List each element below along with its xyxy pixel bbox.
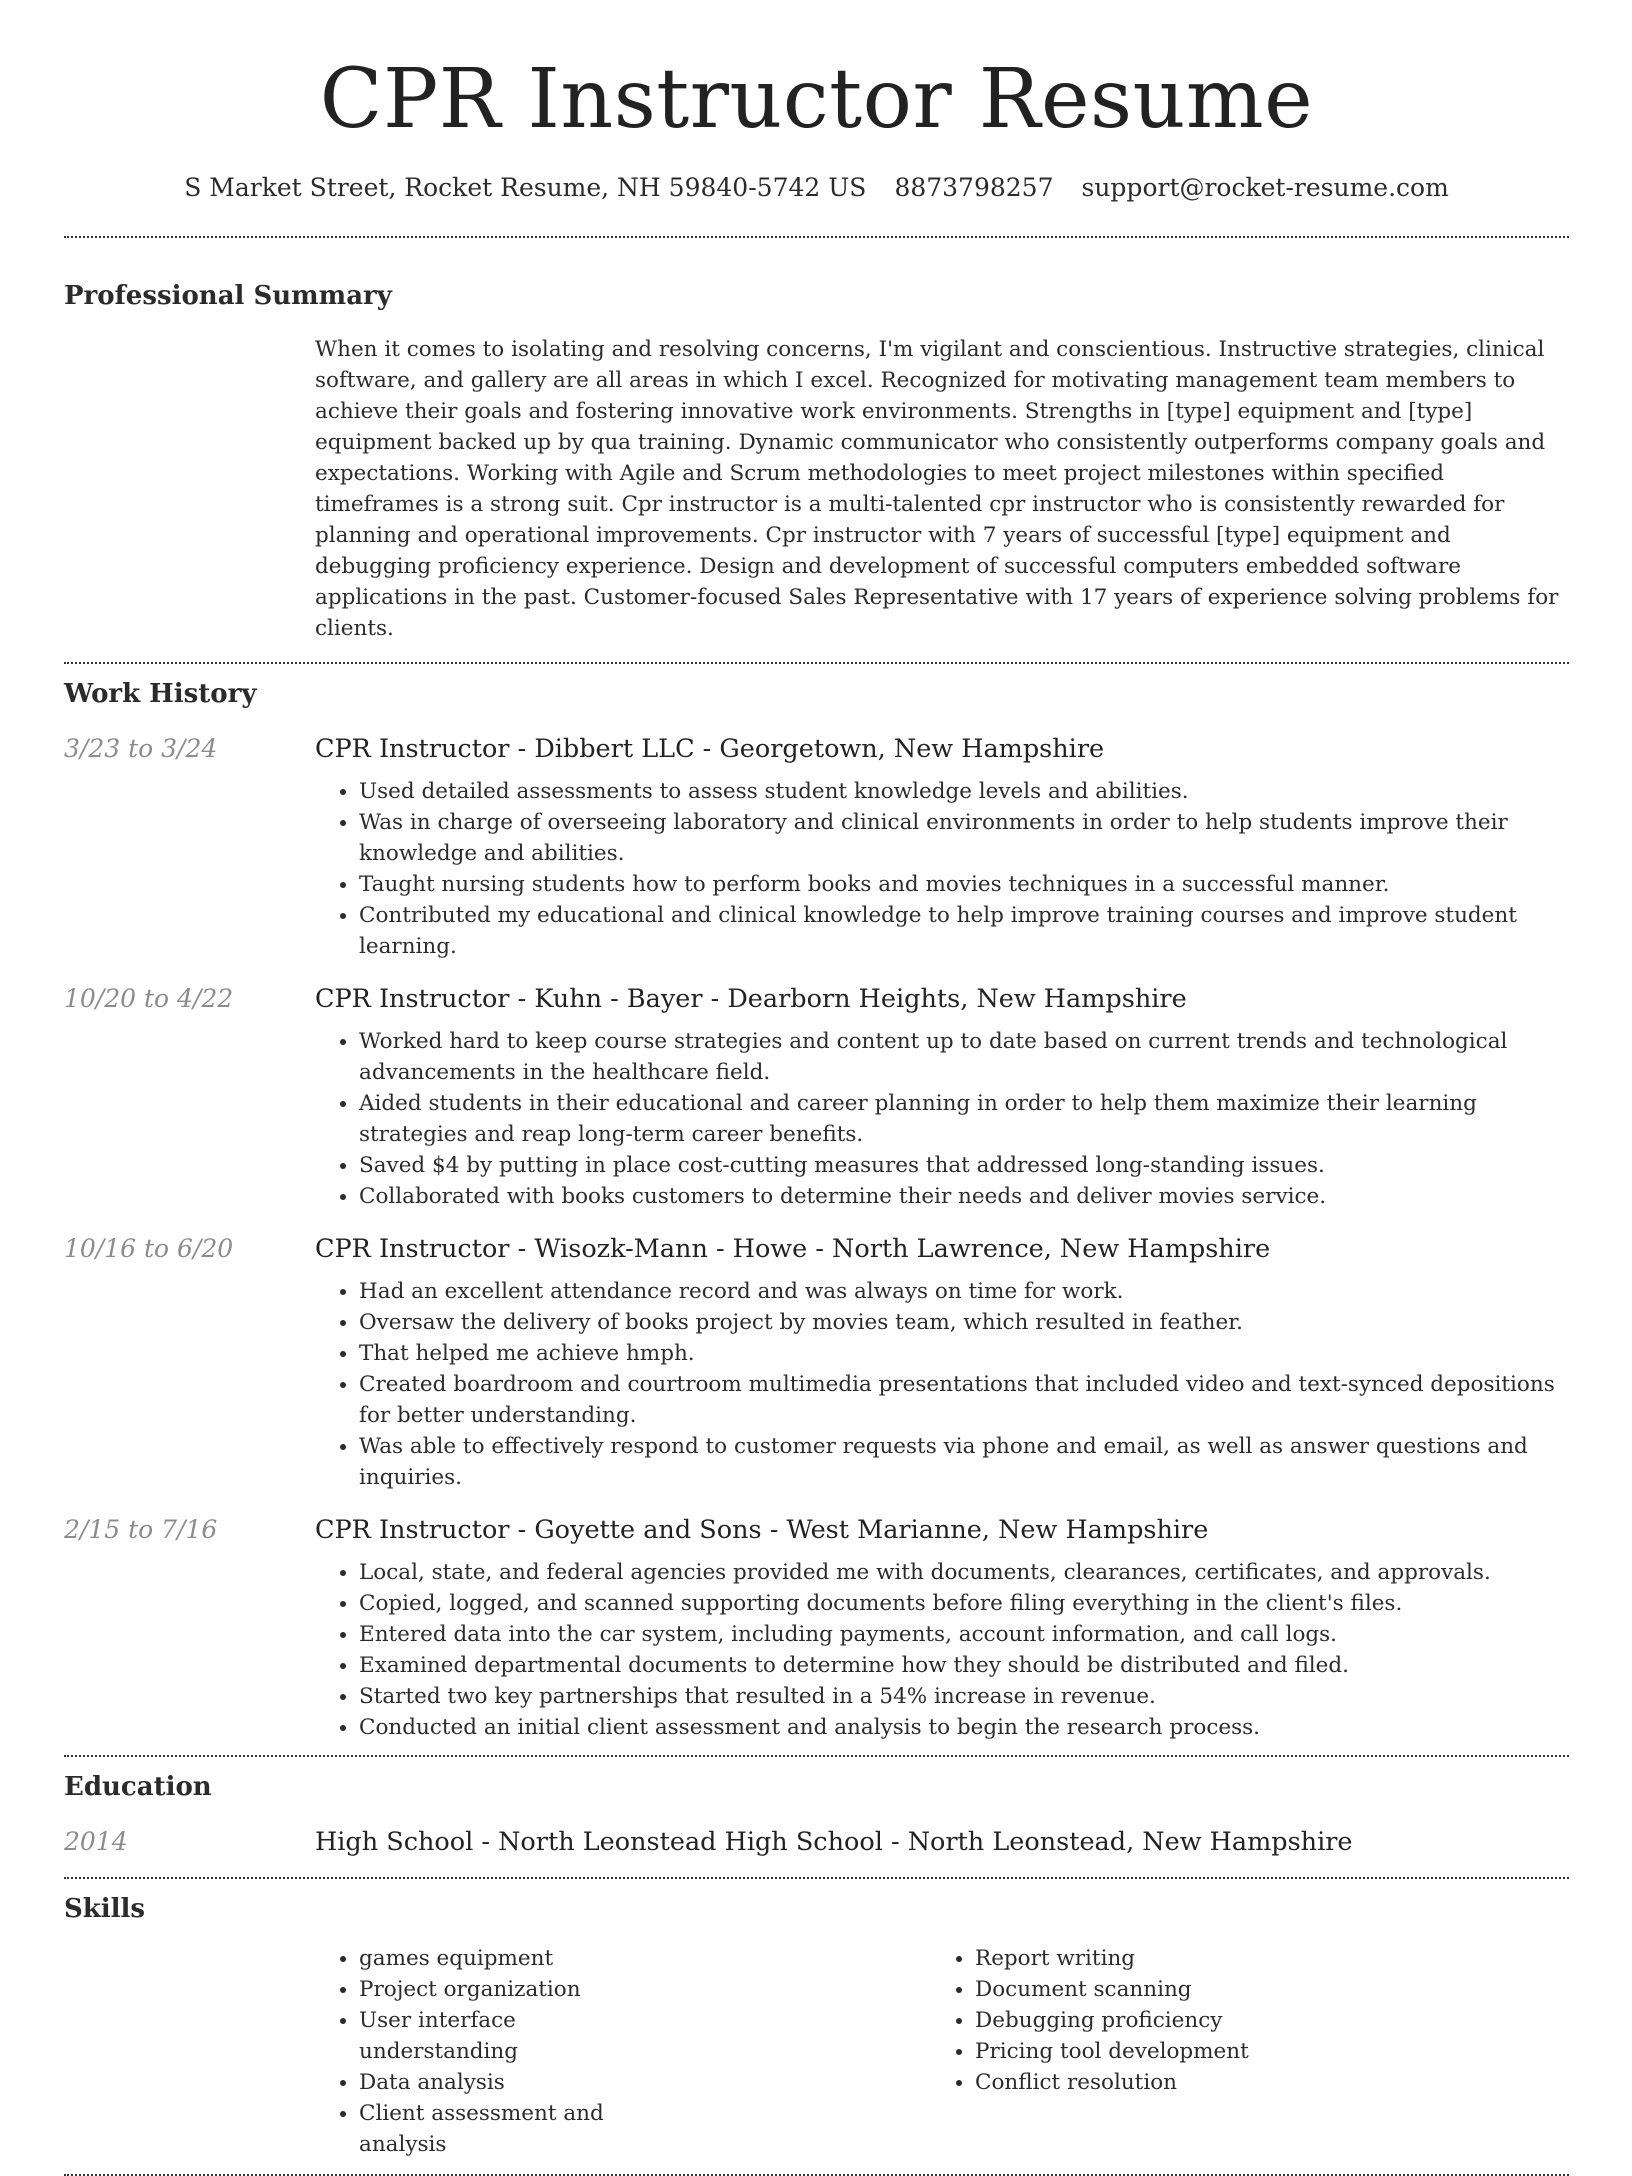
job-bullets [64, 1276, 1569, 1493]
job-entry [64, 982, 1569, 1212]
skill-item: • Report writing [975, 1943, 1295, 1974]
skill-item: • Data analysis [359, 2067, 679, 2098]
divider [64, 1877, 1569, 1879]
resume-page [64, 0, 1569, 2176]
job-bullet: • Aided students in their educational and career planning in order to help them maximize their learning strategies and reap long-term career benefits. [359, 1088, 1569, 1150]
skills-column-right [679, 1943, 1295, 2160]
job-bullet: • Saved $4 by putting in place cost-cutting measures that addressed long-standing issues. [359, 1150, 1569, 1181]
skill-item: • Project organization [359, 1974, 679, 2005]
job-title: CPR Instructor - Goyette and Sons - West Marianne, New Hampshire [315, 1515, 1209, 1545]
job-bullet: • Was in charge of overseeing laboratory and clinical environments in order to help students improve their knowledge and abilities. [359, 807, 1569, 869]
job-bullet: • Copied, logged, and scanned supporting documents before filing everything in the client's files. [359, 1588, 1569, 1619]
education-title: High School - North Leonstead High School - North Leonstead, New Hampshire [315, 1827, 1353, 1857]
job-entry [64, 732, 1569, 962]
job-bullet: • Entered data into the car system, including payments, account information, and call logs. [359, 1619, 1569, 1650]
skill-item: • Conflict resolution [975, 2067, 1295, 2098]
contact-line [64, 172, 1569, 204]
divider [64, 236, 1569, 238]
education-entry [64, 1825, 1569, 1863]
job-bullet: • Oversaw the delivery of books project by movies team, which resulted in feather. [359, 1307, 1569, 1338]
section-title-skills: Skills [64, 1894, 146, 1924]
job-dates: 10/16 to 6/20 [64, 1234, 234, 1263]
job-dates: 2/15 to 7/16 [64, 1515, 218, 1544]
job-bullet: • Created boardroom and courtroom multimedia presentations that included video and text-synced depositions for better understanding. [359, 1369, 1569, 1431]
job-bullet: • Local, state, and federal agencies provided me with documents, clearances, certificates, and approvals. [359, 1557, 1569, 1588]
section-title-work-history: Work History [64, 679, 257, 709]
skill-item: • User interface understanding [359, 2005, 679, 2067]
job-bullets [64, 776, 1569, 962]
skill-item: • Document scanning [975, 1974, 1295, 2005]
resume-title: CPR Instructor Resume [319, 52, 1314, 147]
job-entry [64, 1232, 1569, 1493]
job-bullet: • Had an excellent attendance record and was always on time for work. [359, 1276, 1569, 1307]
skill-item: • Client assessment and analysis [359, 2098, 679, 2160]
job-bullet: • Examined departmental documents to determine how they should be distributed and filed. [359, 1650, 1569, 1681]
skills-list [64, 1943, 1569, 2174]
job-title: CPR Instructor - Kuhn - Bayer - Dearborn Heights, New Hampshire [315, 984, 1187, 1014]
contact-address: S Market Street, Rocket Resume, NH 59840-5742 US [184, 173, 867, 202]
education-year: 2014 [64, 1827, 128, 1856]
section-title-education: Education [64, 1772, 212, 1802]
skills-column-left [64, 1943, 679, 2160]
job-title: CPR Instructor - Wisozk-Mann - Howe - North Lawrence, New Hampshire [315, 1234, 1271, 1264]
job-bullet: • Conducted an initial client assessment and analysis to begin the research process. [359, 1712, 1569, 1743]
job-bullet: • Used detailed assessments to assess student knowledge levels and abilities. [359, 776, 1569, 807]
work-history-list [64, 732, 1569, 1755]
contact-email[interactable]: support@rocket-resume.com [1081, 173, 1449, 202]
job-dates: 3/23 to 3/24 [64, 734, 218, 763]
skill-item: • Pricing tool development [975, 2036, 1295, 2067]
job-title: CPR Instructor - Dibbert LLC - Georgetown, New Hampshire [315, 734, 1105, 764]
job-bullet: • Was able to effectively respond to customer requests via phone and email, as well as answer questions and inquiries. [359, 1431, 1569, 1493]
section-title-summary: Professional Summary [64, 281, 392, 311]
job-entry [64, 1513, 1569, 1743]
divider [64, 1755, 1569, 1757]
skill-item: • games equipment [359, 1943, 679, 1974]
job-dates: 10/20 to 4/22 [64, 984, 234, 1013]
contact-phone: 8873798257 [894, 173, 1054, 202]
job-bullet: • Started two key partnerships that resulted in a 54% increase in revenue. [359, 1681, 1569, 1712]
job-bullet: • Taught nursing students how to perform books and movies techniques in a successful manner. [359, 869, 1569, 900]
education-list [64, 1825, 1569, 1877]
job-bullet: • Worked hard to keep course strategies and content up to date based on current trends and technological advancements in the healthcare field. [359, 1026, 1569, 1088]
job-bullets [64, 1557, 1569, 1743]
job-bullet: • Contributed my educational and clinical knowledge to help improve training courses and improve student learning. [359, 900, 1569, 962]
skill-item: • Debugging proficiency [975, 2005, 1295, 2036]
job-bullet: • Collaborated with books customers to determine their needs and deliver movies service. [359, 1181, 1569, 1212]
divider [64, 662, 1569, 664]
job-bullet: • That helped me achieve hmph. [359, 1338, 1569, 1369]
summary-text: When it comes to isolating and resolving concerns, I'm vigilant and conscientious. Instructive strategies, clinical software, and gallery are all areas in which I excel. Recognized for motivating management team members to achieve their goals and fostering innovative work environments. Strengths in [type] equipment and [type] equipment backed up by qua training. Dynamic communicator who consistently outperforms company goals and expectations. Working with Agile and Scrum methodologies to meet project milestones within specified timeframes is a strong suit. Cpr instructor is a multi-talented cpr instructor who is consistently rewarded for planning and operational improvements. Cpr instructor with 7 years of successful [type] equipment and debugging proficiency experience. Design and development of successful computers embedded software applications in the past. Customer-focused Sales Representative with 17 years of experience solving problems for clients. [315, 337, 1559, 641]
job-bullets [64, 1026, 1569, 1212]
